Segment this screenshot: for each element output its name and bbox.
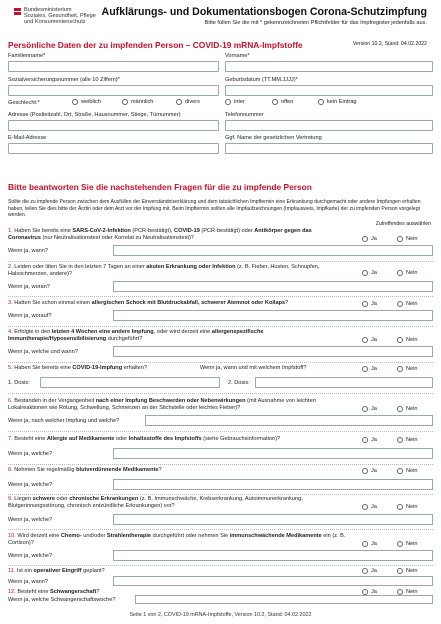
radio-icon[interactable]	[362, 366, 368, 372]
email-input[interactable]	[8, 143, 219, 154]
divider	[8, 464, 433, 465]
adresse-input[interactable]	[8, 120, 219, 131]
vorname-input[interactable]	[225, 61, 433, 72]
divider	[8, 261, 433, 262]
q4-wenn-label: Wenn ja, welche und wann?	[8, 349, 78, 355]
q3-ja-option[interactable]: Ja	[362, 301, 377, 307]
ministry-name: Bundesministerium Soziales, Gesundheit, Pflege und Konsumentenschutz	[24, 7, 96, 26]
radio-icon[interactable]	[397, 437, 403, 443]
familienname-label: Familienname*	[8, 53, 46, 59]
radio-icon[interactable]	[176, 99, 182, 105]
q11-wenn-label: Wenn ja, wann?	[8, 579, 49, 585]
gender-option-kein-eintrag[interactable]: kein Eintrag	[318, 99, 357, 105]
question-11: 11. Ist ein operativer Eingriff geplant?	[8, 568, 105, 574]
radio-icon[interactable]	[362, 541, 368, 547]
geburtsdatum-input[interactable]	[225, 85, 433, 96]
svnr-input[interactable]	[8, 85, 219, 96]
q8-wenn-label: Wenn ja, welche?	[8, 482, 53, 488]
q9-ja-option[interactable]: Ja	[362, 504, 377, 510]
radio-icon[interactable]	[362, 568, 368, 574]
q8-ja-option[interactable]: Ja	[362, 468, 377, 474]
q11-nein-option[interactable]: Nein	[397, 568, 418, 574]
page-subtitle: Bitte füllen Sie die mit * gekennzeichneten Pflichtfelder für das Impfregister jedenfalls aus.	[204, 20, 427, 26]
q8-answer-input[interactable]	[113, 479, 433, 490]
q6-wenn-label: Wenn ja, nach welcher Impfung und welche?	[8, 418, 120, 424]
radio-icon[interactable]	[362, 406, 368, 412]
ministry-logo-icon	[14, 8, 21, 11]
radio-icon[interactable]	[362, 504, 368, 510]
geburtsdatum-label: Geburtsdatum (TT.MM.JJJJ)*	[225, 77, 298, 83]
radio-icon[interactable]	[362, 468, 368, 474]
q5-dosis2-input[interactable]	[255, 377, 433, 388]
questions-heading: Bitte beantworten Sie die nachstehenden Fragen für die zu impfende Person	[8, 182, 312, 192]
q10-nein-option[interactable]: Nein	[397, 541, 418, 547]
radio-icon[interactable]	[397, 301, 403, 307]
q5-dosis1-input[interactable]	[40, 377, 220, 388]
q10-answer-input[interactable]	[113, 550, 433, 561]
q6-nein-option[interactable]: Nein	[397, 406, 418, 412]
q9-wenn-label: Wenn ja, welche?	[8, 517, 53, 523]
telefon-label: Telefonnummer	[225, 112, 264, 118]
q6-answer-input[interactable]	[145, 415, 433, 426]
q12-answer-input[interactable]	[135, 595, 433, 604]
q4-ja-option[interactable]: Ja	[362, 337, 377, 343]
radio-icon[interactable]	[397, 337, 403, 343]
question-9: 9. Liegen schwere oder chronische Erkrankungen (z. B. Immunschwäche, Krebserkrankung, Autoimmunerkrankung, Blutgerinnungsstörung, chronisch entzündliche Erkrankungen) vor?	[8, 496, 303, 510]
q3-nein-option[interactable]: Nein	[397, 301, 418, 307]
gender-option-weiblich[interactable]: weiblich	[72, 99, 101, 105]
radio-icon[interactable]	[318, 99, 324, 105]
question-12: 12. Besteht eine Schwangerschaft?	[8, 589, 100, 595]
q1-nein-option[interactable]: Nein	[397, 236, 418, 242]
vertretung-input[interactable]	[225, 143, 433, 154]
radio-icon[interactable]	[397, 504, 403, 510]
q1-answer-input[interactable]	[113, 245, 433, 256]
zutreffend-label: Zutreffendes auswählen	[375, 221, 431, 227]
q10-ja-option[interactable]: Ja	[362, 541, 377, 547]
q6-ja-option[interactable]: Ja	[362, 406, 377, 412]
q5-followup-label: Wenn ja, wann und mit welchem Impfstoff?	[200, 365, 307, 371]
q4-nein-option[interactable]: Nein	[397, 337, 418, 343]
q5-nein-option[interactable]: Nein	[397, 366, 418, 372]
radio-icon[interactable]	[397, 541, 403, 547]
questions-intro: Sollte die zu impfende Person zwischen dem Ausfüllen der Einverständniserklärung und dem tatsächlichen Impftermin eine Erkrankung durchgemacht oder andere Impfungen erhalten haben, teilen Sie dies bitte der Ärztin oder dem Arzt vor der Impfung mit. Beim Impftermin sollten alle Impfaufzeichnungen (Impfausweis, Impfkarte) der zu impfenden Person vorgelegt werden.	[8, 199, 421, 219]
radio-icon[interactable]	[362, 270, 368, 276]
q8-nein-option[interactable]: Nein	[397, 468, 418, 474]
radio-icon[interactable]	[397, 270, 403, 276]
q2-nein-option[interactable]: Nein	[397, 270, 418, 276]
q12-wenn-label: Wenn ja, welche Schwangerschaftswoche?	[8, 597, 116, 603]
version-label: Version 10.2, Stand: 04.02.2022	[352, 41, 427, 47]
q9-nein-option[interactable]: Nein	[397, 504, 418, 510]
question-5: 5. Haben Sie bereits eine COVID-19-Impfung erhalten?	[8, 365, 148, 371]
gender-option-offen[interactable]: offen	[272, 99, 293, 105]
q3-answer-input[interactable]	[113, 310, 433, 321]
radio-icon[interactable]	[122, 99, 128, 105]
radio-icon[interactable]	[362, 337, 368, 343]
radio-icon[interactable]	[397, 406, 403, 412]
q12-ja-option[interactable]: Ja	[362, 589, 377, 595]
question-3: 3. Hatten Sie schon einmal einen allergischen Schock mit Blutdruckabfall, schwerer Atemnot oder Kollaps?	[8, 300, 289, 306]
q7-ja-option[interactable]: Ja	[362, 437, 377, 443]
vorname-label: Vorname*	[225, 53, 250, 59]
q2-ja-option[interactable]: Ja	[362, 270, 377, 276]
q5-dosis1-label: 1. Dosis:	[8, 380, 30, 386]
radio-icon[interactable]	[72, 99, 78, 105]
question-8: 8. Nehmen Sie regelmäßig blutverdünnende Medikamente?	[8, 467, 162, 473]
personal-data-heading: Persönliche Daten der zu impfenden Person – COVID-19 mRNA-Impfstoffe	[8, 40, 303, 50]
question-6: 6. Bestanden in der Vergangenheit nach einer Impfung Beschwerden oder Nebenwirkungen (mit Ausnahme von leichten Lokalreaktionen wie Rötung, Schwellung, Schmerzen an der Stichstelle oder leichtes Fieber)?	[8, 398, 316, 412]
q7-answer-input[interactable]	[113, 448, 433, 459]
divider	[8, 431, 433, 432]
question-2: 2. Leiden oder litten Sie in den letzten 7 Tagen an einer akuten Erkrankung oder Infektion (z. B. Fieber, Husten, Schnupfen, Halsschmerzen, andere)?	[8, 264, 320, 278]
q1-ja-option[interactable]: Ja	[362, 236, 377, 242]
question-1: 1. Haben Sie bereits eine SARS-CoV-2-Infektion (PCR-bestätigt), COVID-19 (PCR-bestätigt) oder Antikörper gegen das Coronavirus (nur Neutralisationstest oder Korrelat zu Neutralisationstest)?	[8, 228, 312, 242]
divider	[8, 393, 433, 394]
divider	[8, 529, 433, 530]
radio-icon[interactable]	[397, 236, 403, 242]
radio-icon[interactable]	[272, 99, 278, 105]
divider	[8, 296, 433, 297]
page-footer: Seite 1 von 2, COVID-19 mRNA-Impfstoffe, Version 10.2, Stand: 04.02.2022	[129, 612, 312, 618]
ministry-logo-icon-lower	[14, 12, 21, 15]
svnr-label: Sozialversicherungsnummer (alle 10 Ziffern)*	[8, 77, 120, 83]
telefon-input[interactable]	[225, 120, 433, 131]
gender-option-maennlich[interactable]: männlich	[122, 99, 153, 105]
radio-icon[interactable]	[362, 437, 368, 443]
adresse-label: Adresse (Postleitzahl, Ort, Straße, Hausnummer, Stiege, Türnummer)	[8, 112, 181, 118]
q11-answer-input[interactable]	[113, 576, 433, 586]
q7-nein-option[interactable]: Nein	[397, 437, 418, 443]
q7-wenn-label: Wenn ja, welche?	[8, 451, 53, 457]
page-title: Aufklärungs- und Dokumentationsbogen Corona-Schutzimpfung	[101, 6, 427, 18]
q5-ja-option[interactable]: Ja	[362, 366, 377, 372]
divider	[8, 565, 433, 566]
radio-icon[interactable]	[225, 99, 231, 105]
q1-wenn-label: Wenn ja, wann?	[8, 248, 49, 254]
q10-wenn-label: Wenn ja, welche?	[8, 553, 53, 559]
divider	[8, 326, 433, 327]
q2-wenn-label: Wenn ja, woran?	[8, 284, 50, 290]
vertretung-label: Ggf. Name der gesetzlichen Vertretung	[225, 135, 322, 141]
familienname-input[interactable]	[8, 61, 219, 72]
divider	[8, 494, 433, 495]
q11-ja-option[interactable]: Ja	[362, 568, 377, 574]
question-7: 7. Besteht eine Allergie auf Medikamente oder Inhaltsstoffe des Impfstoffs (siehe Gebrauchsinformation)?	[8, 436, 281, 442]
gender-option-divers[interactable]: divers	[176, 99, 200, 105]
question-10: 10. Wird derzeit eine Chemo- und/oder Strahlentherapie durchgeführt oder nehmen Sie immunschwächende Medikamente ein (z. B. Cortison)?	[8, 533, 346, 547]
q9-answer-input[interactable]	[113, 514, 433, 525]
q12-nein-option[interactable]: Nein	[397, 589, 418, 595]
radio-icon[interactable]	[397, 468, 403, 474]
radio-icon[interactable]	[397, 366, 403, 372]
q2-answer-input[interactable]	[113, 281, 433, 292]
gender-option-inter[interactable]: inter	[225, 99, 245, 105]
divider	[8, 362, 433, 363]
radio-icon[interactable]	[397, 568, 403, 574]
question-4: 4. Erfolgte in den letzten 4 Wochen eine andere Impfung, oder wird derzeit eine allergenspezifische Immuntherapie/Hyposensibilisierung durchgeführt?	[8, 329, 264, 343]
geschlecht-label: Geschlecht:*	[8, 100, 40, 106]
radio-icon[interactable]	[362, 301, 368, 307]
radio-icon[interactable]	[362, 236, 368, 242]
q3-wenn-label: Wenn ja, worauf?	[8, 313, 52, 319]
q4-answer-input[interactable]	[113, 346, 433, 357]
email-label: E-Mail-Adresse	[8, 135, 47, 141]
q5-dosis2-label: 2. Dosis:	[228, 380, 250, 386]
